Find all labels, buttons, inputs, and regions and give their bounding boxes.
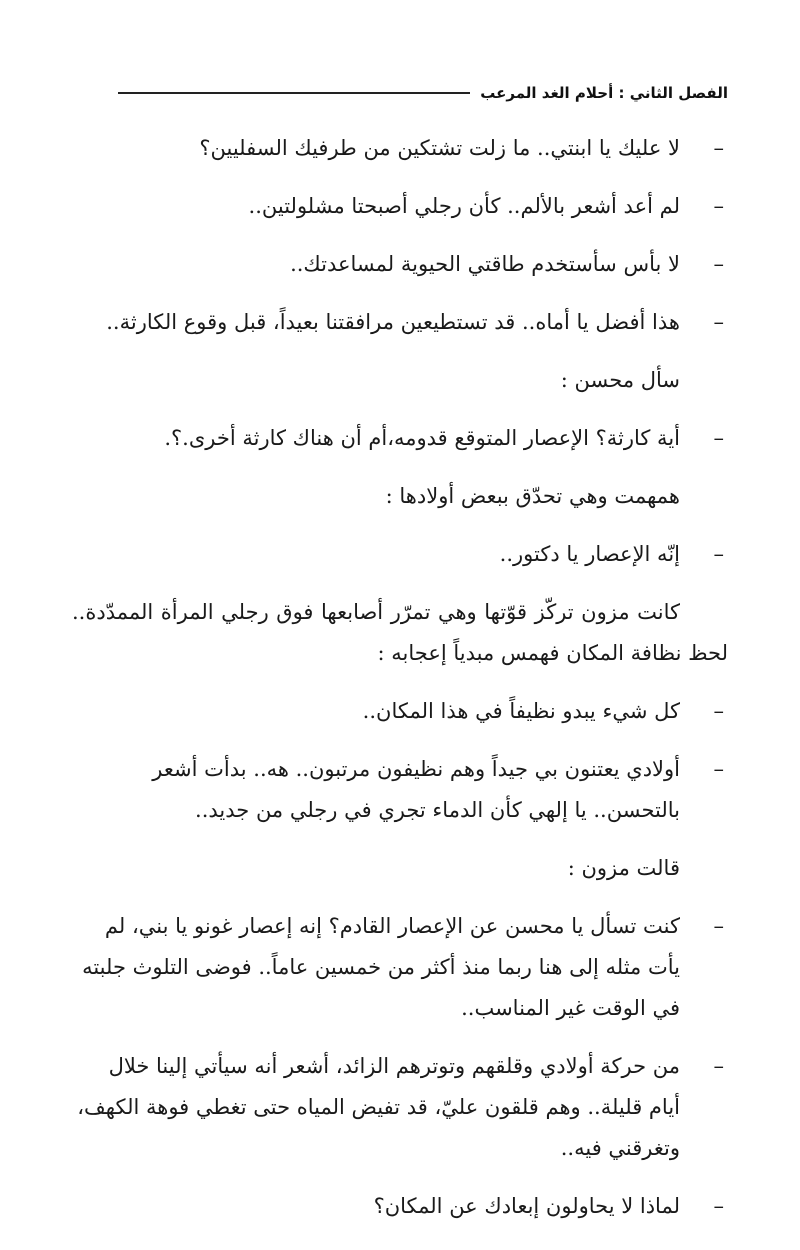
dialogue-text: هذا أفضل يا أماه.. قد تستطيعين مرافقتنا بعيداً، قبل وقوع الكارثة.. [106, 310, 680, 334]
dialogue-text: لا عليك يا ابنتي.. ما زلت تشتكين من طرفيك السفليين؟ [199, 136, 680, 160]
dialogue-text: إنّه الإعصار يا دكتور.. [499, 542, 680, 566]
dialogue-line [72, 186, 728, 227]
header-rule [118, 92, 470, 94]
dialogue-line [72, 906, 728, 1029]
narration-line: سأل محسن : [560, 368, 680, 392]
dialogue-dash: – [713, 310, 724, 334]
dialogue-text: كل شيء يبدو نظيفاً في هذا المكان.. [362, 699, 680, 723]
dialogue-dash: – [713, 542, 724, 566]
dialogue-line [72, 418, 728, 459]
dialogue-text: لماذا لا يحاولون إبعادك عن المكان؟ [373, 1194, 680, 1218]
dialogue-line [72, 1046, 728, 1169]
dialogue-text: أولادي يعتنون بي جيداً وهم نظيفون مرتبون.. هه.. بدأت أشعر بالتحسن.. يا إلهي كأن الدماء تجري في رجلي من جديد.. [152, 757, 680, 822]
page-body [72, 128, 728, 1244]
dialogue-dash: – [713, 1194, 724, 1218]
dialogue-dash: – [713, 426, 724, 450]
paragraph-text: كانت مزون تركّز قوّتها وهي تمرّر أصابعها فوق رجلي المرأة الممدّدة.. لحظ نظافة المكان فهمس مبدياً إعجابه : [72, 600, 728, 665]
dialogue-dash: – [713, 914, 724, 938]
dialogue-text: لم أعد أشعر بالألم.. كأن رجلي أصبحتا مشلولتين.. [248, 194, 680, 218]
narration-line: قالت مزون : [567, 856, 680, 880]
dialogue-dash: – [713, 252, 724, 276]
narrative-paragraph [72, 592, 728, 674]
chapter-title: الفصل الثاني : أحلام الغد المرعب [480, 84, 728, 102]
dialogue-text: لا بأس سأستخدم طاقتي الحيوية لمساعدتك.. [290, 252, 680, 276]
dialogue-line [72, 128, 728, 169]
dialogue-dash: – [713, 757, 724, 781]
dialogue-line [72, 691, 728, 732]
running-header [118, 78, 728, 108]
dialogue-line [72, 244, 728, 285]
dialogue-line [72, 534, 728, 575]
dialogue-line [72, 302, 728, 343]
dialogue-text: كنت تسأل يا محسن عن الإعصار القادم؟ إنه إعصار غونو يا بني، لم يأت مثله إلى هنا ربما منذ أكثر من خمسين عاماً.. فوضى التلوث جلبته في الوقت غير المناسب.. [82, 914, 680, 1020]
dialogue-text: من حركة أولادي وقلقهم وتوترهم الزائد، أشعر أنه سيأتي إلينا خلال أيام قليلة.. وهم قلقون عليّ، قد تفيض المياه حتى تغطي فوهة الكهف، وتغرقني فيه.. [77, 1054, 680, 1160]
dialogue-line [72, 1186, 728, 1227]
dialogue-dash: – [713, 194, 724, 218]
dialogue-dash: – [713, 1054, 724, 1078]
dialogue-dash: – [713, 136, 724, 160]
dialogue-text: أية كارثة؟ الإعصار المتوقع قدومه،أم أن هناك كارثة أخرى.؟. [164, 426, 680, 450]
narration-line: همهمت وهي تحدّق ببعض أولادها : [385, 484, 680, 508]
dialogue-line [72, 749, 728, 831]
dialogue-dash: – [713, 699, 724, 723]
